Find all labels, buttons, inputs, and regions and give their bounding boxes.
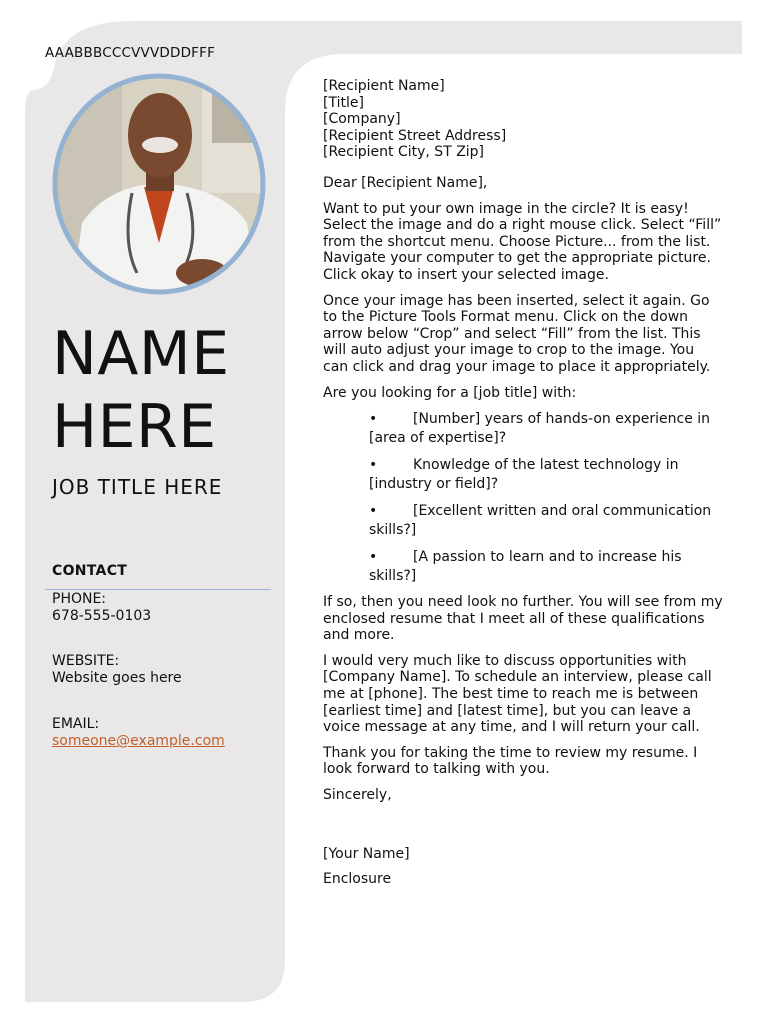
recipient-street: [Recipient Street Address]	[323, 127, 507, 144]
profile-photo[interactable]	[52, 73, 266, 295]
document-code: AAABBBCCCVVVDDDFFF	[45, 45, 216, 61]
name-line-1: NAME	[52, 319, 230, 389]
signature: [Your Name]	[323, 845, 410, 862]
paragraph-5: I would very much like to discuss opportunities with [Company Name]. To schedule an interview, please call me at [phone]. The best time to reach me is between [earliest time] and [latest time], but you can leave a voice message at any time, and I will return your call.	[323, 652, 712, 736]
contact-email	[52, 716, 225, 750]
list-item-text: [Number] years of hands-on experience in [area of expertise]?	[369, 411, 711, 447]
recipient-title: [Title]	[323, 94, 364, 111]
phone-label: PHONE:	[52, 591, 107, 607]
bullet-icon: •	[369, 457, 378, 474]
paragraph-1: Want to put your own image in the circle? It is easy! Select the image and do a right mouse click. Select “Fill” from the shortcut menu. Choose Picture... from the list. Navigate your computer to get the appropriate picture. Click okay to insert your selected image.	[323, 200, 722, 283]
email-label: EMAIL:	[52, 716, 100, 732]
paragraph-4: If so, then you need look no further. You will see from my enclosed resume that I meet all of these qualifications and more.	[323, 594, 723, 644]
bullet-icon: •	[369, 503, 378, 520]
cover-letter	[323, 78, 723, 897]
salutation: Dear [Recipient Name],	[323, 174, 488, 191]
recipient-company: [Company]	[323, 111, 401, 128]
bullet-icon: •	[369, 549, 378, 566]
name-line-2: HERE	[52, 392, 217, 462]
bullet-icon: •	[369, 411, 378, 428]
list-item-text: Knowledge of the latest technology in [industry or field]?	[369, 457, 679, 493]
recipient-address	[323, 78, 723, 161]
list-item-text: [Excellent written and oral communication skills?]	[369, 503, 712, 539]
contact-website	[52, 653, 182, 687]
list-item	[369, 410, 723, 448]
email-link[interactable]: someone@example.com	[52, 733, 225, 749]
phone-value: 678-555-0103	[52, 608, 152, 624]
recipient-name: [Recipient Name]	[323, 78, 445, 94]
candidate-name	[52, 318, 230, 464]
qualification-list	[323, 410, 723, 586]
recipient-city: [Recipient City, ST Zip]	[323, 144, 485, 161]
contact-phone	[52, 591, 151, 625]
enclosure: Enclosure	[323, 871, 392, 888]
closing: Sincerely,	[323, 787, 392, 804]
contact-heading: CONTACT	[52, 563, 128, 579]
paragraph-3: Are you looking for a [job title] with:	[323, 384, 577, 401]
list-item-text: [A passion to learn and to increase his skills?]	[369, 549, 682, 585]
website-value: Website goes here	[52, 670, 182, 686]
website-label: WEBSITE:	[52, 653, 120, 669]
person-photo-icon	[52, 73, 266, 295]
list-item	[369, 456, 723, 494]
paragraph-2: Once your image has been inserted, select it again. Go to the Picture Tools Format menu. Click on the down arrow below “Crop” and select “Fill” from the list. This will auto adjust your image to crop to the image. You can click and drag your image to place it appropriately.	[323, 292, 711, 375]
list-item	[369, 502, 723, 540]
job-title: JOB TITLE HERE	[52, 475, 223, 499]
list-item	[369, 548, 723, 586]
paragraph-6: Thank you for taking the time to review my resume. I look forward to talking with you.	[323, 744, 698, 778]
contact-divider	[45, 589, 271, 590]
